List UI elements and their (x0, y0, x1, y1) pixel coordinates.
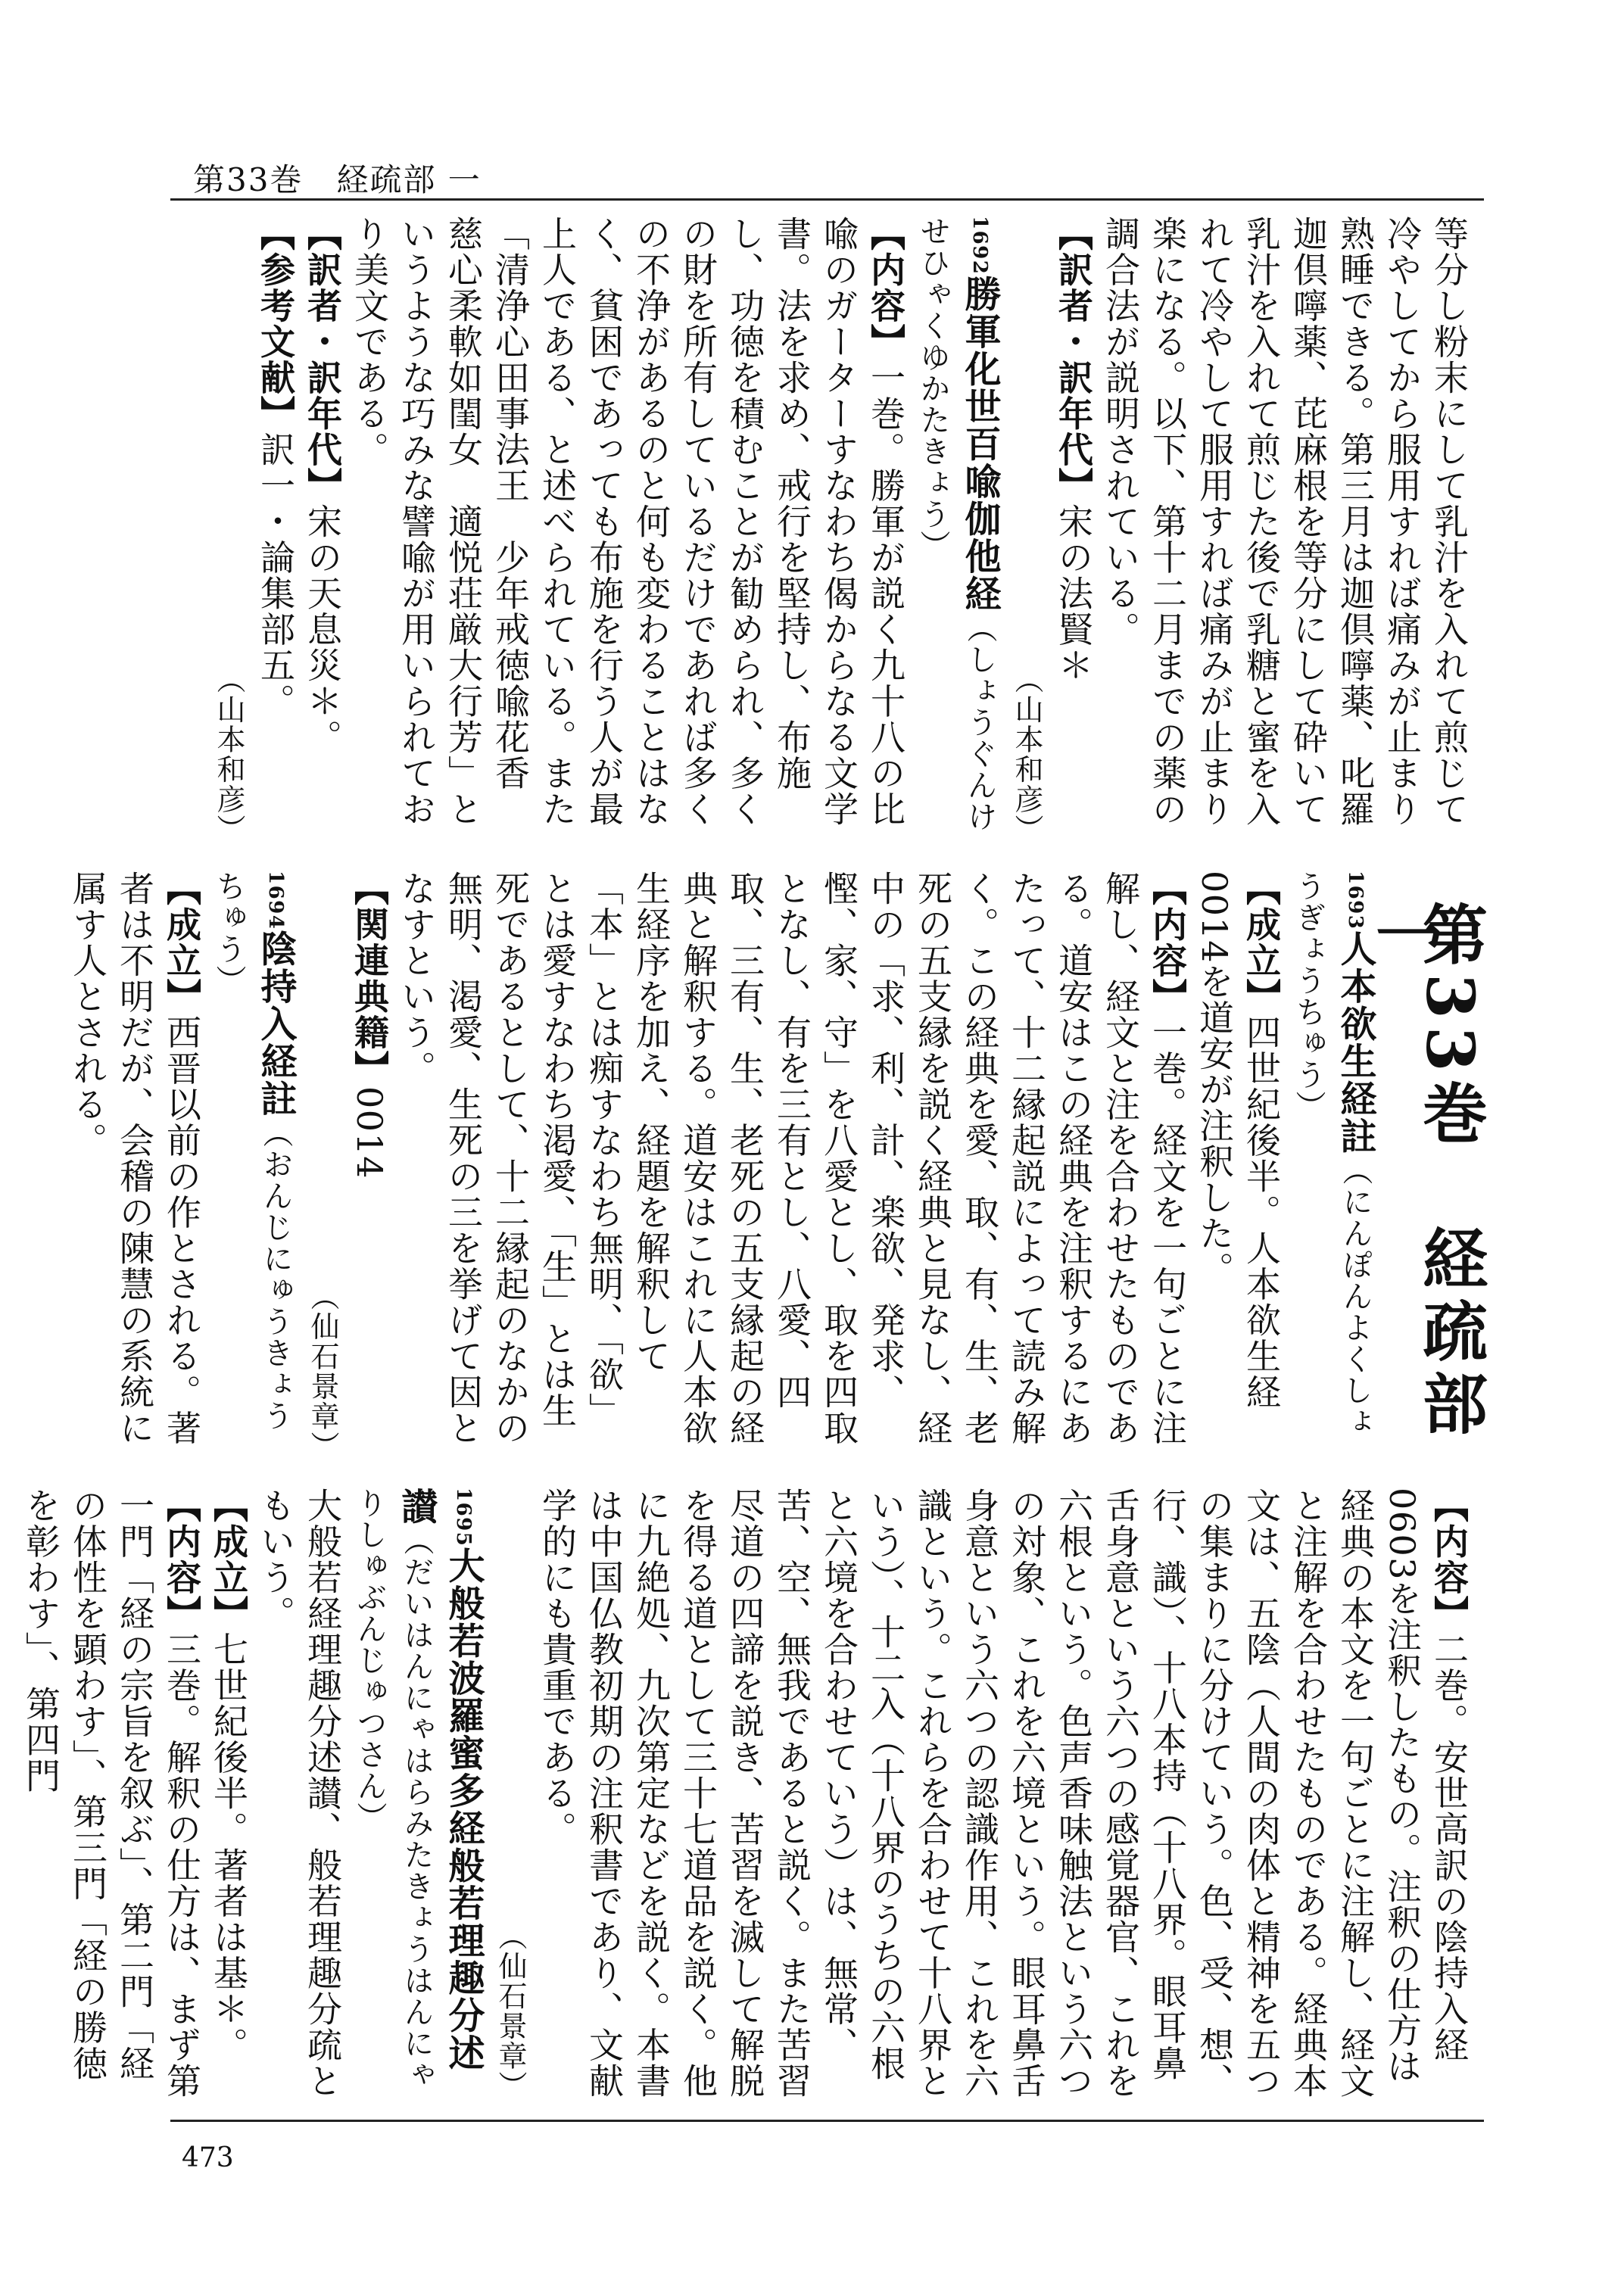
entry-1694-content (534, 1488, 1473, 2101)
entry-1691-translator (1050, 216, 1097, 844)
header-rule (170, 198, 1484, 201)
content-tag: 【内容】 (1429, 1488, 1470, 1631)
content-text: 三巻。解釈の仕方は、まず第一門「経の宗旨を叙ぶ」、第二門「経の体性を顕わす」、第三門「経の勝徳を彰わす」、第四門 (20, 1488, 202, 2099)
entry-1694-signature (487, 1488, 534, 2101)
entry-reading: （おんじにゅうきょうちゅう） (211, 871, 293, 1432)
entry-1692-heading (909, 216, 1003, 844)
related-tag: 【関連典籍】 (349, 871, 390, 1086)
content-tag: 【内容】 (1147, 871, 1188, 1014)
entry-1692-signature (205, 216, 252, 844)
entry-number: 1694 (264, 871, 287, 930)
author-signature: （山本和彦） (1010, 665, 1043, 844)
entry-1694-heading (205, 871, 299, 1461)
content-text: 一巻。経文を一句ごとに注解し、経文と注を合わせたものである。道安はこの経典を注釈するにあたって、十二縁起説によって読み解く。この経典を愛、取、有、生、老死の五支縁を説く経典と見なし、経中の「求、利、計、楽欲、発求、慳、家、守」を八愛とし、取を四取となし、有を三有とし、八愛、四取、三有、生、老死の五支縁起の経典と解釈する。道安はこれに人本欲生経序を加え、経題を解釈して「本」とは痴すなわち無明、「欲」とは愛すなわち渇愛、「生」とは生死であるとして、十二縁起のなかの無明、渇愛、生死の三を挙げて因となすという。 (396, 871, 1188, 1446)
entry-reading: （だいはんにゃはらみたきょうはんにゃりしゅぶんじゅつさん） (352, 1488, 434, 2091)
entry-title: 人本欲生経註 (1334, 930, 1376, 1155)
entry-1695-origin (205, 1488, 252, 2101)
translator-value: 宋の法賢＊ (1053, 503, 1094, 684)
entry-1695-alias: 大般若経理趣分述讃、般若理趣分疏ともいう。 (255, 1488, 343, 2099)
origin-tag: 【成立】 (161, 871, 202, 1014)
entry-number: 1693 (1344, 871, 1367, 930)
entry-number: 1692 (968, 216, 991, 276)
entry-1691-signature (1003, 216, 1050, 844)
entry-1692-refs (252, 216, 299, 844)
entry-1693-related (346, 871, 393, 1461)
refs-value: 訳一・論集部五。 (255, 431, 296, 719)
related-value: 0014 (349, 1086, 390, 1180)
text-tier-3 (20, 1488, 1473, 2101)
entry-1693-content (393, 871, 1191, 1461)
translator-tag: 【訳者・訳年代】 (302, 216, 343, 503)
content-tag: 【内容】 (865, 216, 906, 360)
entry-title: 大般若波羅蜜多経般若理趣分述讃 (395, 1488, 485, 2072)
author-signature: （山本和彦） (212, 665, 245, 844)
text-tier-2 (67, 871, 1488, 1461)
origin-tag: 【成立】 (1241, 871, 1282, 1014)
entry-reading: （にんぽんよくしょうぎょうちゅう） (1291, 871, 1373, 1438)
origin-text: 七世紀後半。著者は基＊。 (208, 1631, 249, 2063)
content-text: 一巻。勝軍が説く九十八の比喩のガーターすなわち偈からなる文学書。法を求め、戒行を堅持し、布施し、功徳を積むことが勧められ、多くの財を所有しているだけであれば多くの不浄があるのと何も変わることはなく、貧困であっても布施を行う人が最上人である、と述べられている。また「清浄心田事法王 少年戒徳喩花香 慈心柔軟如閨女 適悦荘厳大行芳」というような巧みな譬喩が用いられており美文である。 (349, 216, 906, 827)
page-number: 473 (182, 2142, 234, 2173)
refs-tag: 【参考文献】 (255, 216, 296, 431)
entry-number: 1695 (452, 1488, 475, 1547)
entry-1693-origin (1191, 871, 1285, 1461)
translator-tag: 【訳者・訳年代】 (1053, 216, 1094, 503)
entry-reading: （しょうぐんけせひゃくゆかたきょう） (915, 216, 997, 833)
origin-tag: 【成立】 (208, 1488, 249, 1631)
entry-1692-translator (299, 216, 346, 844)
volume-heading (1364, 871, 1488, 1461)
entry-1692-content (346, 216, 909, 844)
author-signature: （仙石景章） (306, 1282, 339, 1461)
entry-1695-heading (346, 1488, 487, 2101)
footer-rule (170, 2120, 1484, 2122)
entry-1693-signature (299, 871, 346, 1461)
running-head: 第33巻 経疏部 一 (193, 161, 482, 198)
content-text: 二巻。安世高訳の陰持入経0603を注釈したもの。注釈の仕方は経典の本文を一句ごとに注解し、経文と注解を合わせたものである。経典本文は、五陰（人間の肉体と精神を五つの集まりに分けていう。色、受、想、行、識）、十八本持（十八界。眼耳鼻舌身意という六つの感覚器官、これを六根という。色声香味触法という六つの対象、これを六境という。眼耳鼻舌身意という六つの認識作用、これを六識という。これらを合わせて十八界という）、十二入（十八界のうちの六根と六境を合わせていう）は、無常、苦、空、無我であると説く。また苦習尽道の四諦を説き、苦習を滅して解脱を得る道として三十七道品を説く。他に九絶処、九次第定などを説く。本書は中国仏教初期の注釈書であり、文献学的にも貴重である。 (537, 1488, 1470, 2099)
origin-text: 西晋以前の作とされる。著者は不明だが、会稽の陳慧の系統に属す人とされる。 (67, 871, 202, 1446)
translator-value: 宋の天息災＊。 (302, 503, 343, 756)
entry-1694-origin (64, 871, 205, 1461)
entry-1695-content (17, 1488, 205, 2101)
entry-title: 陰持入経註 (254, 930, 297, 1117)
author-signature: （仙石景章） (494, 1921, 527, 2101)
text-tier-1 (170, 216, 1473, 844)
content-tag: 【内容】 (161, 1488, 202, 1631)
origin-text: 四世紀後半。人本欲生経0014を道安が注釈した。 (1194, 871, 1282, 1410)
entry-1691-continued: 等分し粉末にして乳汁を入れて煎じて冷やしてから服用すれば痛みが止まり熟睡できる。第三月は迦倶嚀薬、叱羅迦倶嚀薬、芘麻根を等分にして砕いて乳汁を入れて煎じた後で乳糖と蜜を入れて冷やして服用すれば痛みが止まり楽になる。以下、第十二月までの薬の調合法が説明されている。 (1100, 216, 1470, 827)
entry-1693-heading (1285, 871, 1379, 1461)
volume-title: 第33巻 経疏部 一 (1364, 901, 1488, 1443)
entry-title: 勝軍化世百喩伽他経 (959, 275, 1001, 612)
